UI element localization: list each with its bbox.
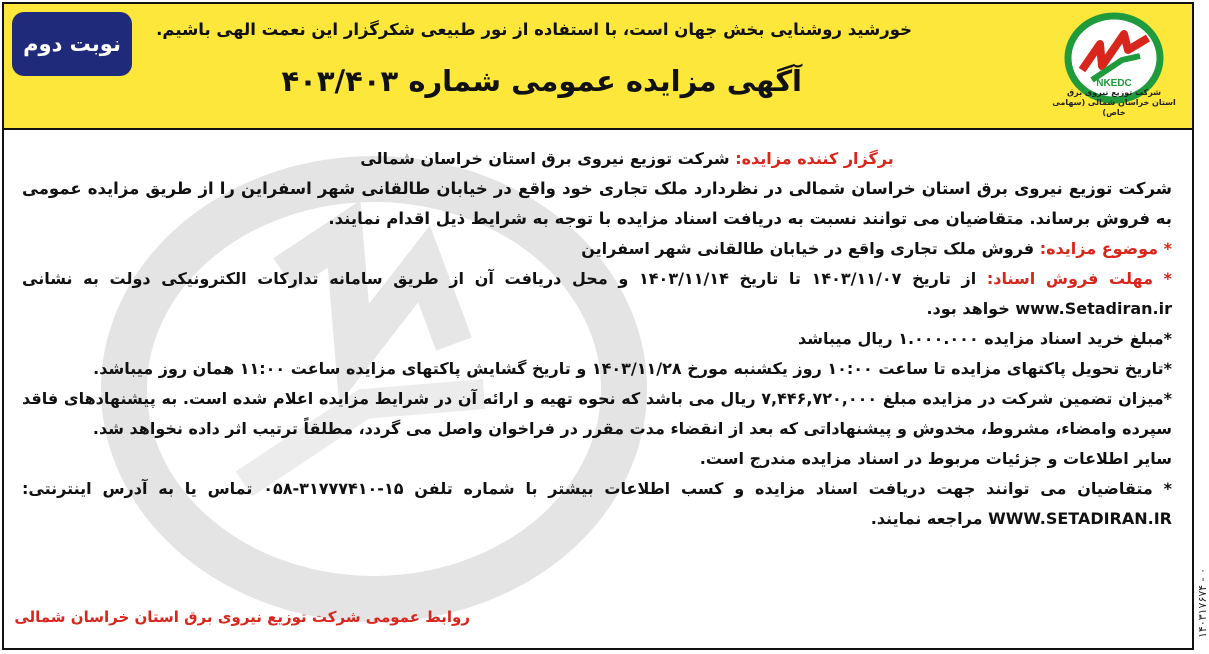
organizer-line (22, 144, 1172, 174)
contact-tail: مراجعه نمایند. (870, 509, 983, 528)
delivery-line: *تاریخ تحویل پاکتهای مزایده تا ساعت ۱۰:۰۰ روز یکشنبه مورخ ۱۴۰۳/۱۱/۲۸ و تاریخ گشایش پاکتهای مزایده ساعت ۱۱:۰۰ همان روز میباشد. (93, 359, 1172, 378)
notice-frame (2, 2, 1194, 650)
logo-caption (1050, 88, 1178, 118)
notice-title: آگهی مزایده عمومی شماره ۴۰۳/۴۰۳ (281, 64, 802, 98)
guarantee-paragraph: *میزان تضمین شرکت در مزایده مبلغ ۷,۴۴۶,۷۲۰,۰۰۰ ریال می باشد که نحوه تهیه و ارائه آن در شرایط مزایده اعلام شده است. به پیشنهادهای فاقد سپرده وامضاء، مشروط، مخدوش و پیشنهاداتی که بعد از انقضاء مدت مقرر در فراخوان واصل می گردد، مطلقاً ترتیب اثر داده نخواهد شد. (22, 389, 1172, 438)
subject-value: فروش ملک تجاری واقع در خیابان طالقانی شهر اسفراین (581, 239, 1035, 258)
contact-text: * متقاضیان می توانند جهت دریافت اسناد مزایده و کسب اطلاعات بیشتر با شماره تلفن ۱۵-۳۱۷۷۷۴۱۰-۰۵۸ تماس یا به آدرس اینترنتی: (22, 479, 1173, 498)
deadline-line (22, 264, 1172, 324)
intro-paragraph: شرکت توزیع نیروی برق استان خراسان شمالی در نظردارد ملک تجاری خود واقع در خیابان طالقانی شهر اسفراین را از طریق مزایده عمومی به فروش برساند. متقاضیان می توانند نسبت به دریافت اسناد مزایده با توجه به شرایط ذیل اقدام نمایند. (22, 179, 1172, 228)
contact-paragraph (22, 474, 1172, 534)
deadline-tail: خواهد بود. (926, 299, 1010, 318)
organizer-label: برگزار کننده مزایده: (735, 149, 894, 168)
other-info-line: سایر اطلاعات و جزئیات مربوط در اسناد مزایده مندرج است. (699, 449, 1172, 468)
footer-signature: روابط عمومی شرکت توزیع نیروی برق استان خراسان شمالی (14, 608, 470, 626)
contact-url[interactable]: WWW.SETADIRAN.IR (988, 509, 1172, 528)
subject-line (22, 234, 1172, 264)
subject-label: * موضوع مزایده: (1039, 239, 1172, 258)
header-banner (4, 4, 1192, 130)
logo-abbr: NKEDC (1096, 78, 1132, 89)
round-badge: نوبت دوم (12, 12, 132, 76)
slogan: خورشید روشنایی بخش جهان است، با استفاده از نور طبیعی شکرگزار این نعمت الهی باشیم. (156, 20, 912, 39)
logo-caption-line2: استان خراسان شمالی (سهامی خاص) (1052, 98, 1176, 117)
side-code-text: ۱۴۰۳۱۷۶۷۴ - ۰ (1196, 567, 1209, 638)
price-line: *مبلغ خرید اسناد مزایده ۱.۰۰۰.۰۰۰ ریال میباشد (797, 329, 1172, 348)
side-code (1194, 520, 1208, 640)
deadline-value: از تاریخ ۱۴۰۳/۱۱/۰۷ تا تاریخ ۱۴۰۳/۱۱/۱۴ و محل دریافت آن از طریق سامانه تدارکات الکترونیکی دولت به نشانی (22, 269, 977, 288)
deadline-url[interactable]: www.Setadiran.ir (1015, 299, 1172, 318)
organizer-value: شرکت توزیع نیروی برق استان خراسان شمالی (360, 149, 730, 168)
logo-caption-line1: شرکت توزیع نیروی برق (1066, 88, 1162, 97)
deadline-label: * مهلت فروش اسناد: (986, 269, 1173, 288)
notice-body (22, 144, 1172, 534)
